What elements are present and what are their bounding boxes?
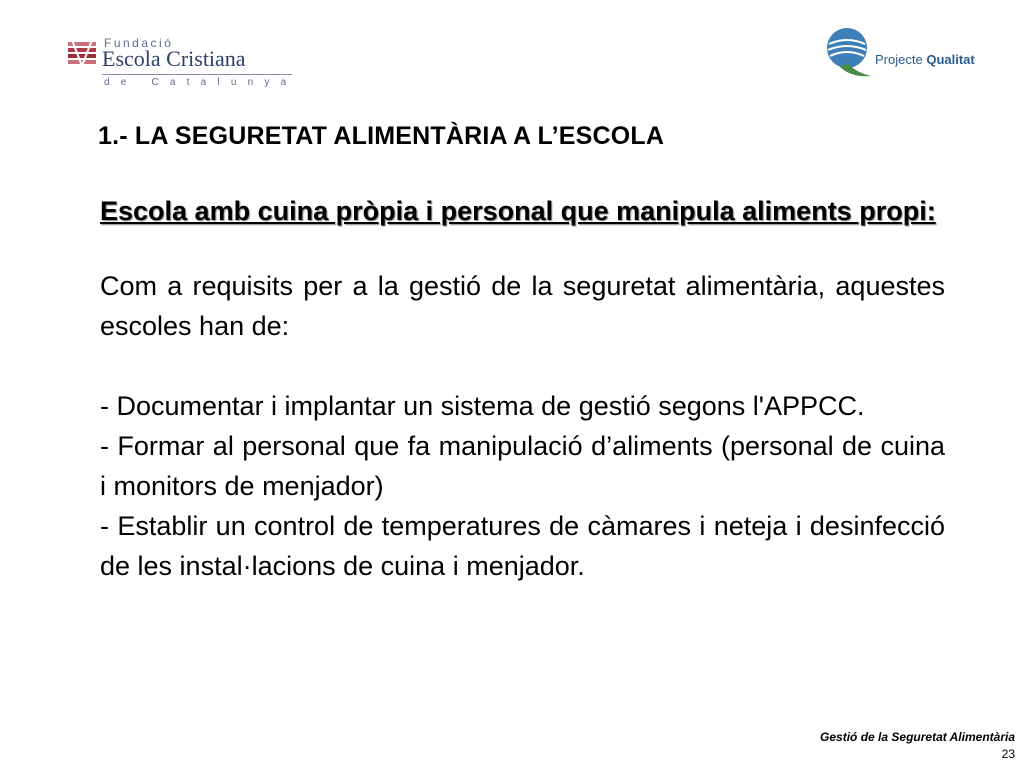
requirements-list	[100, 386, 945, 586]
fundacio-escola-cristiana-logo	[68, 36, 298, 88]
logo-qualitat-word: Qualitat	[926, 52, 975, 67]
subheading: Escola amb cuina pròpia i personal que manipula aliments propi:	[100, 196, 936, 226]
qualitat-q-icon	[825, 26, 873, 82]
logo-divider	[102, 74, 292, 75]
logo-mark-icon	[68, 38, 96, 68]
page-number: 23	[1001, 747, 1015, 761]
projecte-qualitat-logo	[825, 26, 985, 82]
list-item: - Documentar i implantar un sistema de gestió segons l'APPCC.	[100, 391, 865, 421]
logo-fundacio-text: Fundació	[104, 36, 174, 50]
logo-projecte-word: Projecte	[875, 52, 923, 67]
intro-paragraph: Com a requisits per a la gestió de la seguretat alimentària, aquestes escoles han de:	[100, 271, 945, 341]
list-item: - Establir un control de temperatures de càmares i neteja i desinfecció de les instal·lacions de cuina i menjador.	[100, 511, 945, 581]
list-item: - Formar al personal que fa manipulació d’aliments (personal de cuina i monitors de menjador)	[100, 431, 945, 501]
logo-escola-cristiana-text: Escola Cristiana	[102, 46, 246, 71]
slide-body	[100, 190, 945, 586]
section-title: 1.- LA SEGURETAT ALIMENTÀRIA A L’ESCOLA	[98, 122, 665, 150]
footer-title: Gestió de la Seguretat Alimentària	[820, 730, 1015, 744]
logo-catalunya-text: de Catalunya	[104, 77, 298, 88]
projecte-qualitat-text	[875, 52, 975, 67]
